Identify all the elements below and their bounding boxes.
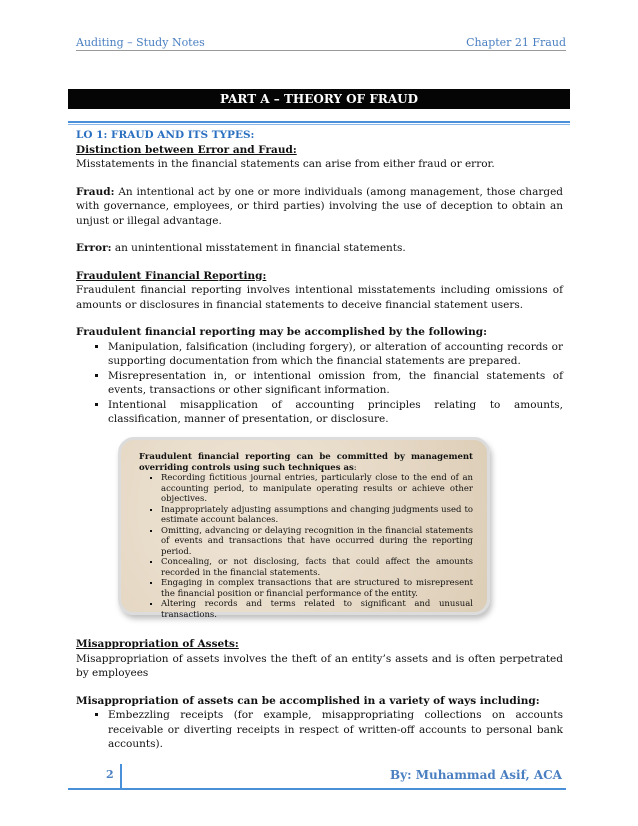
techniques-callout-box [118, 437, 490, 620]
fraud-text: An intentional act by one or more individuals (among management, those charged with governance, employees, or third parties) involving the use of deception to obtain an unjust or illegal advantage. [76, 185, 563, 227]
header-right: Chapter 21 Fraud [466, 36, 566, 49]
list-item: ▪ Concealing, or not disclosing, facts that could affect the amounts recorded in the financial statements. [161, 557, 473, 578]
header-left: Auditing – Study Notes [76, 36, 205, 49]
ffr-heading: Fraudulent Financial Reporting: [76, 269, 267, 282]
list-item: ▪ Misrepresentation in, or intentional omission from, the financial statements of events, transactions or other significant information. [108, 369, 563, 398]
list-item: ▪ Embezzling receipts (for example, misappropriating collections on accounts receivable or diverting receipts in respect of written-off accounts to personal bank accounts). [108, 708, 563, 752]
list-item: ▪ Altering records and terms related to significant and unusual transactions. [161, 599, 473, 620]
error-definition [76, 241, 563, 256]
list-item: ▪ Engaging in complex transactions that are structured to misrepresent the financial position or financial performance of the entity. [161, 578, 473, 599]
misap-methods-list [76, 708, 563, 752]
section-rule-bottom [68, 124, 570, 125]
fraud-term: Fraud: [76, 185, 115, 198]
error-text: an unintentional misstatement in financial statements. [111, 242, 406, 254]
header-divider [76, 50, 566, 51]
distinction-heading: Distinction between Error and Fraud: [76, 143, 297, 156]
list-item: ▪ Manipulation, falsification (including forgery), or alteration of accounting records or supporting documentation from which the financial statements are prepared. [108, 340, 563, 369]
footer-vertical-rule [120, 764, 122, 789]
callout-list [139, 473, 473, 620]
list-item: ▪ Inappropriately adjusting assumptions and changing judgments used to estimate account balances. [161, 505, 473, 526]
misappropriation-content [76, 637, 563, 752]
ffr-text: Fraudulent financial reporting involves intentional misstatements including omissions of amounts or disclosures in financial statements to deceive financial statement users. [76, 284, 563, 311]
list-item: ▪ Recording fictitious journal entries, particularly close to the end of an accounting period, to manipulate operating results or achieve other objectives. [161, 473, 473, 505]
ffr-methods-heading: Fraudulent financial reporting may be accomplished by the following: [76, 326, 488, 338]
callout-heading-text: Fraudulent financial reporting can be committed by management overriding controls using such techniques as [139, 452, 473, 473]
misap-methods-heading: Misappropriation of assets can be accomplished in a variety of ways including: [76, 694, 540, 707]
lo-heading: LO 1: FRAUD AND ITS TYPES: [76, 129, 255, 141]
distinction-text: Misstatements in the financial statements can arise from either fraud or error. [76, 158, 495, 170]
fraud-definition [76, 185, 563, 229]
callout-heading [139, 452, 473, 473]
page-footer [68, 764, 566, 792]
error-term: Error: [76, 242, 112, 254]
footer-author: By: Muhammad Asif, ACA [389, 768, 562, 782]
page-number: 2 [106, 768, 114, 781]
footer-rule [68, 788, 566, 790]
list-item: ▪ Intentional misapplication of accounting principles relating to amounts, classification, manner of presentation, or disclosure. [108, 398, 563, 427]
callout-heading-colon: : [353, 462, 357, 473]
list-item: ▪ Omitting, advancing or delaying recognition in the financial statements of events and transactions that have occurred during the reporting period. [161, 526, 473, 558]
misappropriation-text: Misappropriation of assets involves the theft of an entity’s assets and is often perpetrated by employees [76, 652, 563, 679]
ffr-methods-list [76, 340, 563, 427]
part-title-bar: PART A – THEORY OF FRAUD [68, 89, 570, 109]
misappropriation-heading: Misappropriation of Assets: [76, 638, 239, 650]
section-rule-top [68, 121, 570, 123]
main-content [76, 128, 563, 427]
